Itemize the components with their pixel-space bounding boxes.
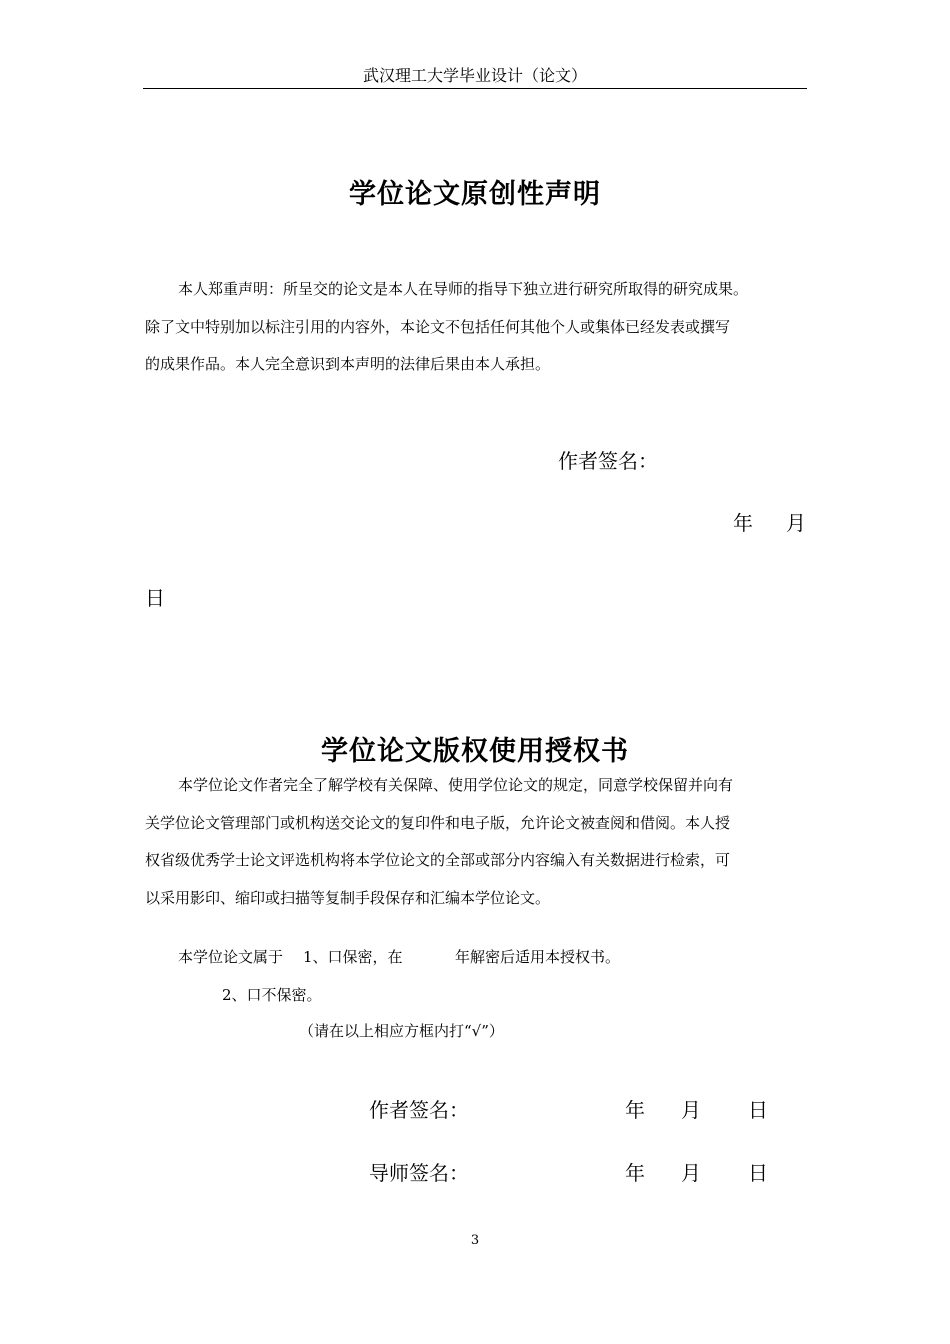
author-date-year: 年 bbox=[625, 1098, 645, 1122]
statement-line-1: 本人郑重声明：所呈交的论文是本人在导师的指导下独立进行研究所取得的研究成果。 bbox=[178, 280, 749, 298]
option-not-confidential: 2、口不保密。 bbox=[222, 986, 322, 1004]
authorization-line-2: 关学位论文管理部门或机构送交论文的复印件和电子版，允许论文被查阅和借阅。本人授 bbox=[145, 814, 731, 832]
authorization-line-3: 权省级优秀学士论文评选机构将本学位论文的全部或部分内容编入有关数据进行检索，可 bbox=[145, 851, 731, 869]
statement-line-3: 的成果作品。本人完全意识到本声明的法律后果由本人承担。 bbox=[145, 355, 551, 373]
date-month-label: 月 bbox=[786, 511, 806, 535]
belongs-prefix: 本学位论文属于 bbox=[178, 948, 284, 966]
author-signature-label-2: 作者签名： bbox=[369, 1098, 469, 1122]
checkbox-instruction: （请在以上相应方框内打“√”） bbox=[299, 1022, 504, 1040]
advisor-date-day: 日 bbox=[748, 1161, 768, 1185]
date-day-label: 日 bbox=[145, 586, 165, 610]
author-date-day: 日 bbox=[748, 1098, 768, 1122]
advisor-date-year: 年 bbox=[625, 1161, 645, 1185]
authorization-line-1: 本学位论文作者完全了解学校有关保障、使用学位论文的规定，同意学校保留并向有 bbox=[178, 776, 734, 794]
date-year-label: 年 bbox=[733, 511, 753, 535]
originality-statement-title: 学位论文原创性声明 bbox=[349, 179, 601, 210]
statement-line-2: 除了文中特别加以标注引用的内容外，本论文不包括任何其他个人或集体已经发表或撰写 bbox=[145, 318, 731, 336]
copyright-authorization-title: 学位论文版权使用授权书 bbox=[321, 736, 629, 767]
author-signature-label: 作者签名： bbox=[558, 449, 658, 473]
advisor-signature-label: 导师签名： bbox=[369, 1161, 469, 1185]
running-header: 武汉理工大学毕业设计（论文） bbox=[362, 66, 587, 85]
option-confidential-suffix: 年解密后适用本授权书。 bbox=[455, 948, 621, 966]
option-confidential: 1、口保密，在 bbox=[303, 948, 403, 966]
advisor-date-month: 月 bbox=[681, 1161, 701, 1185]
authorization-line-4: 以采用影印、缩印或扫描等复制手段保存和汇编本学位论文。 bbox=[145, 889, 551, 907]
page-number: 3 bbox=[470, 1233, 480, 1248]
author-date-month: 月 bbox=[681, 1098, 701, 1122]
header-divider bbox=[143, 88, 807, 89]
